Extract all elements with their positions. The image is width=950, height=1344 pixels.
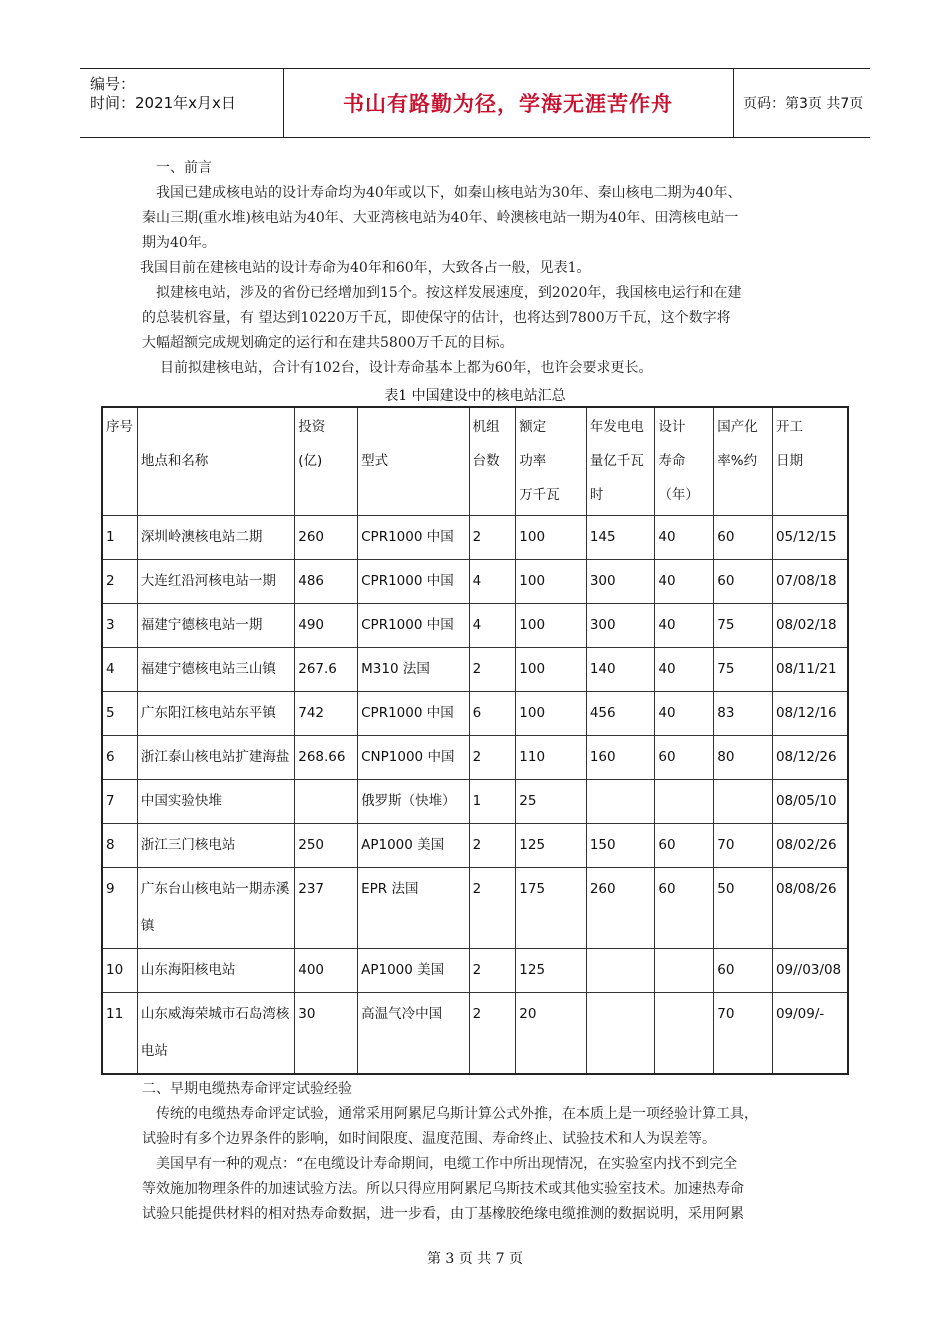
table-cell: 40 bbox=[655, 604, 714, 648]
table-cell: 11 bbox=[102, 993, 137, 1075]
table-cell: 2 bbox=[469, 736, 516, 780]
header-label: 寿命 bbox=[658, 453, 686, 469]
table-cell: 1 bbox=[102, 516, 137, 560]
table-cell: 2 bbox=[469, 824, 516, 868]
table-cell: 400 bbox=[295, 949, 358, 993]
table-cell: CPR1000 中国 bbox=[358, 692, 469, 736]
header-label: 型式 bbox=[361, 453, 389, 469]
table-cell: 125 bbox=[516, 949, 587, 993]
table-cell: 150 bbox=[586, 824, 655, 868]
table-row bbox=[102, 993, 848, 1075]
table-row bbox=[102, 736, 848, 780]
table-cell: 75 bbox=[714, 648, 773, 692]
table-cell: 742 bbox=[295, 692, 358, 736]
table-cell: 83 bbox=[714, 692, 773, 736]
table-cell bbox=[714, 780, 773, 824]
table-cell: 08/08/26 bbox=[772, 868, 848, 949]
table-cell: 08/02/18 bbox=[772, 604, 848, 648]
header-meta bbox=[80, 69, 284, 137]
table-cell: CPR1000 中国 bbox=[358, 604, 469, 648]
table-cell bbox=[586, 993, 655, 1075]
table-cell: 福建宁德核电站三山镇 bbox=[137, 648, 294, 692]
table-cell: 8 bbox=[102, 824, 137, 868]
header-label bbox=[141, 419, 145, 435]
table-cell: 浙江三门核电站 bbox=[137, 824, 294, 868]
table-cell: CNP1000 中国 bbox=[358, 736, 469, 780]
table-cell bbox=[586, 780, 655, 824]
th-start-date bbox=[772, 407, 848, 516]
table-cell: 100 bbox=[516, 692, 587, 736]
header-page-code: 页码：第3页 共7页 bbox=[743, 96, 864, 112]
header-label: 率%约 bbox=[717, 453, 758, 469]
page-header bbox=[80, 68, 870, 138]
header-label: 投资 bbox=[298, 419, 326, 435]
header-motto-cell bbox=[283, 69, 734, 137]
th-units bbox=[469, 407, 516, 516]
table-cell: 08/02/26 bbox=[772, 824, 848, 868]
table-cell: CPR1000 中国 bbox=[358, 560, 469, 604]
table-cell: 20 bbox=[516, 993, 587, 1075]
table-row bbox=[102, 560, 848, 604]
th-generation bbox=[586, 407, 655, 516]
table-cell: 300 bbox=[586, 560, 655, 604]
table-row bbox=[102, 780, 848, 824]
table-cell: 160 bbox=[586, 736, 655, 780]
table-cell: 高温气冷中国 bbox=[358, 993, 469, 1075]
header-label: 开工 bbox=[775, 419, 803, 435]
table-cell: 140 bbox=[586, 648, 655, 692]
table-cell: 浙江泰山核电站扩建海盐 bbox=[137, 736, 294, 780]
table-cell: 490 bbox=[295, 604, 358, 648]
header-label: 量亿千瓦 bbox=[589, 453, 644, 469]
intro-section bbox=[142, 156, 812, 381]
header-label: 时 bbox=[589, 487, 604, 503]
table-cell: 08/12/26 bbox=[772, 736, 848, 780]
table-cell: 60 bbox=[655, 824, 714, 868]
section2-p2-line1: 美国早有一种的观点：“在电缆设计寿命期间，电缆工作中所出现情况，在实验室内找不到完全 bbox=[156, 1156, 738, 1172]
table-cell: 100 bbox=[516, 604, 587, 648]
th-name bbox=[137, 407, 294, 516]
table-cell: CPR1000 中国 bbox=[358, 516, 469, 560]
table-cell: 268.66 bbox=[295, 736, 358, 780]
table-cell: 250 bbox=[295, 824, 358, 868]
page-footer: 第 3 页 共 7 页 bbox=[426, 1251, 524, 1267]
table-cell: 2 bbox=[102, 560, 137, 604]
section2-p1-line2: 试验时有多个边界条件的影响，如时间限度、温度范围、寿命终止、试验技术和人为误差等。 bbox=[142, 1131, 716, 1147]
table-cell: 05/12/15 bbox=[772, 516, 848, 560]
section2-p2-line3: 试验只能提供材料的相对热寿命数据，进一步看，由丁基橡胶绝缘电缆推测的数据说明，采用阿累 bbox=[142, 1206, 744, 1222]
table-cell: 60 bbox=[714, 516, 773, 560]
th-localization bbox=[714, 407, 773, 516]
table-row bbox=[102, 824, 848, 868]
table-cell: 75 bbox=[714, 604, 773, 648]
table-cell: 30 bbox=[295, 993, 358, 1075]
header-label: 额定 bbox=[519, 419, 547, 435]
table-cell: 100 bbox=[516, 648, 587, 692]
header-motto: 书山有路勤为径，学海无涯苦作舟 bbox=[343, 92, 673, 116]
table-cell: 07/08/18 bbox=[772, 560, 848, 604]
header-label: 国产化 bbox=[717, 419, 758, 435]
table-cell: 2 bbox=[469, 648, 516, 692]
th-capacity bbox=[516, 407, 587, 516]
section2-heading: 二、早期电缆热寿命评定试验经验 bbox=[142, 1081, 352, 1097]
table-cell bbox=[655, 949, 714, 993]
section-2 bbox=[142, 1077, 812, 1227]
table-cell: 40 bbox=[655, 516, 714, 560]
th-investment bbox=[295, 407, 358, 516]
table-cell: 110 bbox=[516, 736, 587, 780]
table-cell: 80 bbox=[714, 736, 773, 780]
header-label: 序号 bbox=[106, 419, 133, 435]
intro-p3-line1: 拟建核电站，涉及的省份已经增加到15个。按这样发展速度，到2020年，我国核电运行和在建 bbox=[156, 285, 742, 301]
table-cell: M310 法国 bbox=[358, 648, 469, 692]
header-label: 功率 bbox=[519, 453, 547, 469]
table-cell: 267.6 bbox=[295, 648, 358, 692]
header-label: (亿) bbox=[298, 453, 323, 469]
intro-heading: 一、前言 bbox=[156, 160, 212, 176]
table-cell: 09/09/- bbox=[772, 993, 848, 1075]
header-label: 年发电电 bbox=[589, 419, 644, 435]
header-label: 设计 bbox=[658, 419, 686, 435]
table-row bbox=[102, 516, 848, 560]
table-cell: 08/12/16 bbox=[772, 692, 848, 736]
table-row bbox=[102, 604, 848, 648]
table-cell: 大连红沿河核电站一期 bbox=[137, 560, 294, 604]
intro-p4: 目前拟建核电站，合计有102台，设计寿命基本上都为60年，也许会要求更长。 bbox=[160, 360, 653, 376]
table-cell bbox=[655, 780, 714, 824]
table-cell: 俄罗斯（快堆） bbox=[358, 780, 469, 824]
table-cell: 175 bbox=[516, 868, 587, 949]
th-type bbox=[358, 407, 469, 516]
table-cell: 125 bbox=[516, 824, 587, 868]
plants-table bbox=[101, 406, 849, 1075]
table-cell: 9 bbox=[102, 868, 137, 949]
header-label bbox=[361, 419, 365, 435]
header-page-cell bbox=[733, 69, 870, 137]
table-row bbox=[102, 692, 848, 736]
table-cell: 6 bbox=[102, 736, 137, 780]
table-cell: 2 bbox=[469, 516, 516, 560]
table-cell: 237 bbox=[295, 868, 358, 949]
header-label: 地点和名称 bbox=[140, 453, 209, 469]
th-index bbox=[102, 407, 137, 516]
table-header-row bbox=[102, 407, 848, 516]
table-cell: 456 bbox=[586, 692, 655, 736]
table-cell bbox=[586, 949, 655, 993]
table-row bbox=[102, 648, 848, 692]
table-cell: 中国实验快堆 bbox=[137, 780, 294, 824]
doc-number-label: 编号： bbox=[90, 75, 136, 93]
table-body bbox=[102, 516, 848, 1075]
table-cell bbox=[295, 780, 358, 824]
intro-p3-line2: 的总装机容量，有 望达到10220万千瓦，即使保守的估计，也将达到7800万千瓦，这个数字将 bbox=[142, 310, 731, 326]
header-label: 日期 bbox=[775, 453, 803, 469]
table-cell: 3 bbox=[102, 604, 137, 648]
table-cell: 40 bbox=[655, 560, 714, 604]
table-cell: 2 bbox=[469, 868, 516, 949]
table-cell: AP1000 美国 bbox=[358, 824, 469, 868]
table-caption: 表1 中国建设中的核电站汇总 bbox=[384, 388, 566, 404]
intro-p1-line1: 我国已建成核电站的设计寿命均为40年或以下，如秦山核电站为30年、秦山核电二期为40年、 bbox=[156, 185, 742, 201]
table-cell: 50 bbox=[714, 868, 773, 949]
table-cell bbox=[655, 993, 714, 1075]
header-label: 台数 bbox=[472, 453, 500, 469]
table-cell: 广东台山核电站一期赤溪镇 bbox=[137, 868, 294, 949]
table-row bbox=[102, 949, 848, 993]
table-cell: 4 bbox=[102, 648, 137, 692]
table-cell: 5 bbox=[102, 692, 137, 736]
table-cell: 25 bbox=[516, 780, 587, 824]
intro-p1-line3: 期为40年。 bbox=[142, 235, 216, 251]
table-cell: 40 bbox=[655, 648, 714, 692]
table-cell: 100 bbox=[516, 516, 587, 560]
table-cell: 山东海阳核电站 bbox=[137, 949, 294, 993]
table-cell: EPR 法国 bbox=[358, 868, 469, 949]
table-cell: 4 bbox=[469, 604, 516, 648]
section2-p1-line1: 传统的电缆热寿命评定试验，通常采用阿累尼乌斯计算公式外推，在本质上是一项经验计算工具， bbox=[156, 1106, 758, 1122]
intro-p2: 我国目前在建核电站的设计寿命为40年和60年，大致各占一般，见表1。 bbox=[140, 260, 591, 276]
table-cell: 60 bbox=[714, 560, 773, 604]
table-cell: 广东阳江核电站东平镇 bbox=[137, 692, 294, 736]
header-label: 机组 bbox=[472, 419, 500, 435]
table-cell: 山东威海荣城市石岛湾核电站 bbox=[137, 993, 294, 1075]
table-cell: 100 bbox=[516, 560, 587, 604]
table-cell: 1 bbox=[469, 780, 516, 824]
table-cell: 深圳岭澳核电站二期 bbox=[137, 516, 294, 560]
table-cell: 300 bbox=[586, 604, 655, 648]
th-design-life bbox=[655, 407, 714, 516]
table-cell: 4 bbox=[469, 560, 516, 604]
table-cell: 145 bbox=[586, 516, 655, 560]
table-cell: 7 bbox=[102, 780, 137, 824]
table-cell: 08/05/10 bbox=[772, 780, 848, 824]
header-label: 万千瓦 bbox=[519, 487, 560, 503]
table-cell: 60 bbox=[655, 868, 714, 949]
table-cell: 08/11/21 bbox=[772, 648, 848, 692]
table-cell: 10 bbox=[102, 949, 137, 993]
table-row bbox=[102, 868, 848, 949]
header-label: （年） bbox=[658, 487, 699, 503]
table-cell: AP1000 美国 bbox=[358, 949, 469, 993]
table-cell: 60 bbox=[714, 949, 773, 993]
table-cell: 70 bbox=[714, 993, 773, 1075]
table-cell: 260 bbox=[586, 868, 655, 949]
table-cell: 260 bbox=[295, 516, 358, 560]
table-cell: 福建宁德核电站一期 bbox=[137, 604, 294, 648]
table-cell: 70 bbox=[714, 824, 773, 868]
table-cell: 2 bbox=[469, 993, 516, 1075]
table-cell: 60 bbox=[655, 736, 714, 780]
table-cell: 09//03/08 bbox=[772, 949, 848, 993]
table-cell: 2 bbox=[469, 949, 516, 993]
doc-date: 时间：2021年x月x日 bbox=[90, 94, 236, 112]
table-cell: 40 bbox=[655, 692, 714, 736]
table-cell: 6 bbox=[469, 692, 516, 736]
section2-p2-line2: 等效施加物理条件的加速试验方法。所以只得应用阿累尼乌斯技术或其他实验室技术。加速热寿命 bbox=[142, 1181, 744, 1197]
intro-p3-line3: 大幅超额完成规划确定的运行和在建共5800万千瓦的目标。 bbox=[142, 335, 514, 351]
table-cell: 486 bbox=[295, 560, 358, 604]
intro-p1-line2: 秦山三期(重水堆)核电站为40年、大亚湾核电站为40年、岭澳核电站一期为40年、田湾核电站一 bbox=[142, 210, 739, 226]
